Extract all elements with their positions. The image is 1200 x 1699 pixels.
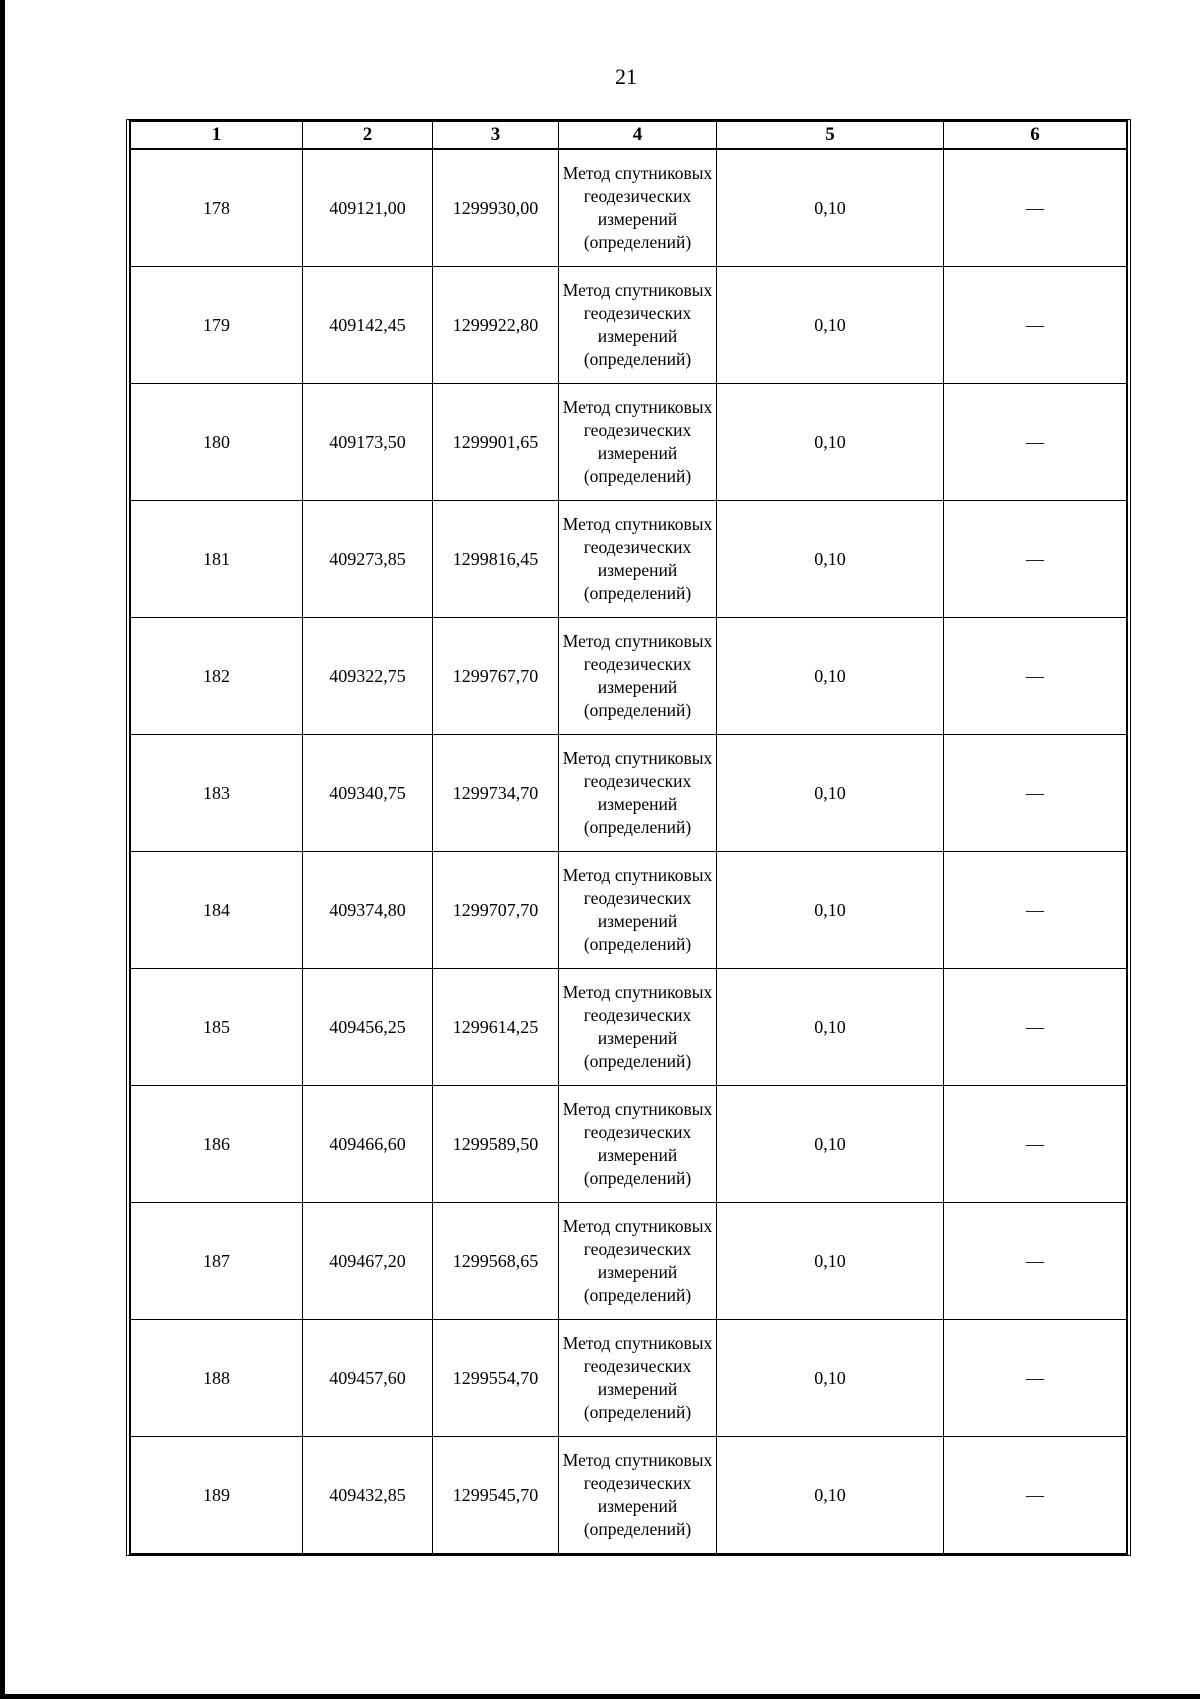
point-number-cell: 180 bbox=[131, 384, 303, 501]
note-cell bbox=[944, 618, 1127, 735]
y-coordinate-cell: 1299767,70 bbox=[433, 618, 559, 735]
x-coordinate-cell: 409456,25 bbox=[303, 969, 433, 1086]
method-cell: Метод спутниковых геодезических измерений (определений) bbox=[559, 852, 717, 969]
note-cell bbox=[944, 1320, 1127, 1437]
accuracy-cell: 0,10 bbox=[717, 384, 944, 501]
note-text: — bbox=[1026, 548, 1044, 569]
header-col-4: 4 bbox=[559, 122, 717, 150]
header-col-1: 1 bbox=[131, 122, 303, 150]
method-cell: Метод спутниковых геодезических измерений (определений) bbox=[559, 149, 717, 267]
method-cell: Метод спутниковых геодезических измерений (определений) bbox=[559, 1086, 717, 1203]
table-row bbox=[131, 1086, 1127, 1203]
accuracy-cell: 0,10 bbox=[717, 267, 944, 384]
scan-edge-left bbox=[0, 0, 5, 1699]
x-coordinate-cell: 409432,85 bbox=[303, 1437, 433, 1554]
accuracy-cell: 0,10 bbox=[717, 1086, 944, 1203]
y-coordinate-cell: 1299816,45 bbox=[433, 501, 559, 618]
coordinates-table-frame bbox=[126, 119, 1131, 1556]
table-row bbox=[131, 149, 1127, 267]
x-coordinate-cell: 409322,75 bbox=[303, 618, 433, 735]
point-number-cell: 184 bbox=[131, 852, 303, 969]
table-row bbox=[131, 384, 1127, 501]
table-row bbox=[131, 618, 1127, 735]
accuracy-cell: 0,10 bbox=[717, 852, 944, 969]
method-cell: Метод спутниковых геодезических измерений (определений) bbox=[559, 1203, 717, 1320]
method-cell: Метод спутниковых геодезических измерений (определений) bbox=[559, 969, 717, 1086]
accuracy-cell: 0,10 bbox=[717, 501, 944, 618]
point-number-cell: 189 bbox=[131, 1437, 303, 1554]
note-cell bbox=[944, 1086, 1127, 1203]
method-cell: Метод спутниковых геодезических измерений (определений) bbox=[559, 384, 717, 501]
note-text: — bbox=[1026, 899, 1044, 920]
note-cell bbox=[944, 267, 1127, 384]
scan-edge-bottom bbox=[0, 1694, 1200, 1699]
note-text: — bbox=[1026, 1016, 1044, 1037]
header-col-2: 2 bbox=[303, 122, 433, 150]
y-coordinate-cell: 1299707,70 bbox=[433, 852, 559, 969]
x-coordinate-cell: 409273,85 bbox=[303, 501, 433, 618]
table-row bbox=[131, 501, 1127, 618]
y-coordinate-cell: 1299930,00 bbox=[433, 149, 559, 267]
method-cell: Метод спутниковых геодезических измерений (определений) bbox=[559, 501, 717, 618]
note-text: — bbox=[1026, 197, 1044, 218]
header-col-5: 5 bbox=[717, 122, 944, 150]
x-coordinate-cell: 409457,60 bbox=[303, 1320, 433, 1437]
table-row bbox=[131, 1203, 1127, 1320]
note-text: — bbox=[1026, 1484, 1044, 1505]
table-row bbox=[131, 267, 1127, 384]
x-coordinate-cell: 409374,80 bbox=[303, 852, 433, 969]
y-coordinate-cell: 1299589,50 bbox=[433, 1086, 559, 1203]
point-number-cell: 185 bbox=[131, 969, 303, 1086]
accuracy-cell: 0,10 bbox=[717, 1320, 944, 1437]
coordinates-table bbox=[130, 121, 1127, 1554]
point-number-cell: 179 bbox=[131, 267, 303, 384]
note-text: — bbox=[1026, 1133, 1044, 1154]
point-number-cell: 178 bbox=[131, 149, 303, 267]
x-coordinate-cell: 409466,60 bbox=[303, 1086, 433, 1203]
x-coordinate-cell: 409142,45 bbox=[303, 267, 433, 384]
accuracy-cell: 0,10 bbox=[717, 1437, 944, 1554]
note-text: — bbox=[1026, 782, 1044, 803]
method-cell: Метод спутниковых геодезических измерений (определений) bbox=[559, 735, 717, 852]
y-coordinate-cell: 1299734,70 bbox=[433, 735, 559, 852]
note-text: — bbox=[1026, 665, 1044, 686]
note-cell bbox=[944, 501, 1127, 618]
method-cell: Метод спутниковых геодезических измерений (определений) bbox=[559, 1437, 717, 1554]
table-row bbox=[131, 735, 1127, 852]
x-coordinate-cell: 409121,00 bbox=[303, 149, 433, 267]
point-number-cell: 188 bbox=[131, 1320, 303, 1437]
table-header-row bbox=[131, 122, 1127, 150]
y-coordinate-cell: 1299614,25 bbox=[433, 969, 559, 1086]
header-col-6: 6 bbox=[944, 122, 1127, 150]
method-cell: Метод спутниковых геодезических измерений (определений) bbox=[559, 1320, 717, 1437]
note-text: — bbox=[1026, 1367, 1044, 1388]
x-coordinate-cell: 409467,20 bbox=[303, 1203, 433, 1320]
method-cell: Метод спутниковых геодезических измерений (определений) bbox=[559, 618, 717, 735]
point-number-cell: 182 bbox=[131, 618, 303, 735]
point-number-cell: 183 bbox=[131, 735, 303, 852]
accuracy-cell: 0,10 bbox=[717, 969, 944, 1086]
note-text: — bbox=[1026, 1250, 1044, 1271]
y-coordinate-cell: 1299922,80 bbox=[433, 267, 559, 384]
table-row bbox=[131, 969, 1127, 1086]
note-cell bbox=[944, 384, 1127, 501]
note-cell bbox=[944, 735, 1127, 852]
table-row bbox=[131, 1320, 1127, 1437]
header-col-3: 3 bbox=[433, 122, 559, 150]
method-cell: Метод спутниковых геодезических измерений (определений) bbox=[559, 267, 717, 384]
table-row bbox=[131, 1437, 1127, 1554]
note-text: — bbox=[1026, 431, 1044, 452]
point-number-cell: 186 bbox=[131, 1086, 303, 1203]
note-cell bbox=[944, 1437, 1127, 1554]
point-number-cell: 181 bbox=[131, 501, 303, 618]
table-body bbox=[131, 149, 1127, 1554]
note-cell bbox=[944, 1203, 1127, 1320]
y-coordinate-cell: 1299545,70 bbox=[433, 1437, 559, 1554]
table-row bbox=[131, 852, 1127, 969]
note-text: — bbox=[1026, 314, 1044, 335]
page-number: 21 bbox=[615, 64, 637, 89]
note-cell bbox=[944, 852, 1127, 969]
accuracy-cell: 0,10 bbox=[717, 149, 944, 267]
note-cell bbox=[944, 969, 1127, 1086]
note-cell bbox=[944, 149, 1127, 267]
accuracy-cell: 0,10 bbox=[717, 1203, 944, 1320]
y-coordinate-cell: 1299554,70 bbox=[433, 1320, 559, 1437]
y-coordinate-cell: 1299568,65 bbox=[433, 1203, 559, 1320]
y-coordinate-cell: 1299901,65 bbox=[433, 384, 559, 501]
x-coordinate-cell: 409340,75 bbox=[303, 735, 433, 852]
x-coordinate-cell: 409173,50 bbox=[303, 384, 433, 501]
accuracy-cell: 0,10 bbox=[717, 618, 944, 735]
point-number-cell: 187 bbox=[131, 1203, 303, 1320]
accuracy-cell: 0,10 bbox=[717, 735, 944, 852]
